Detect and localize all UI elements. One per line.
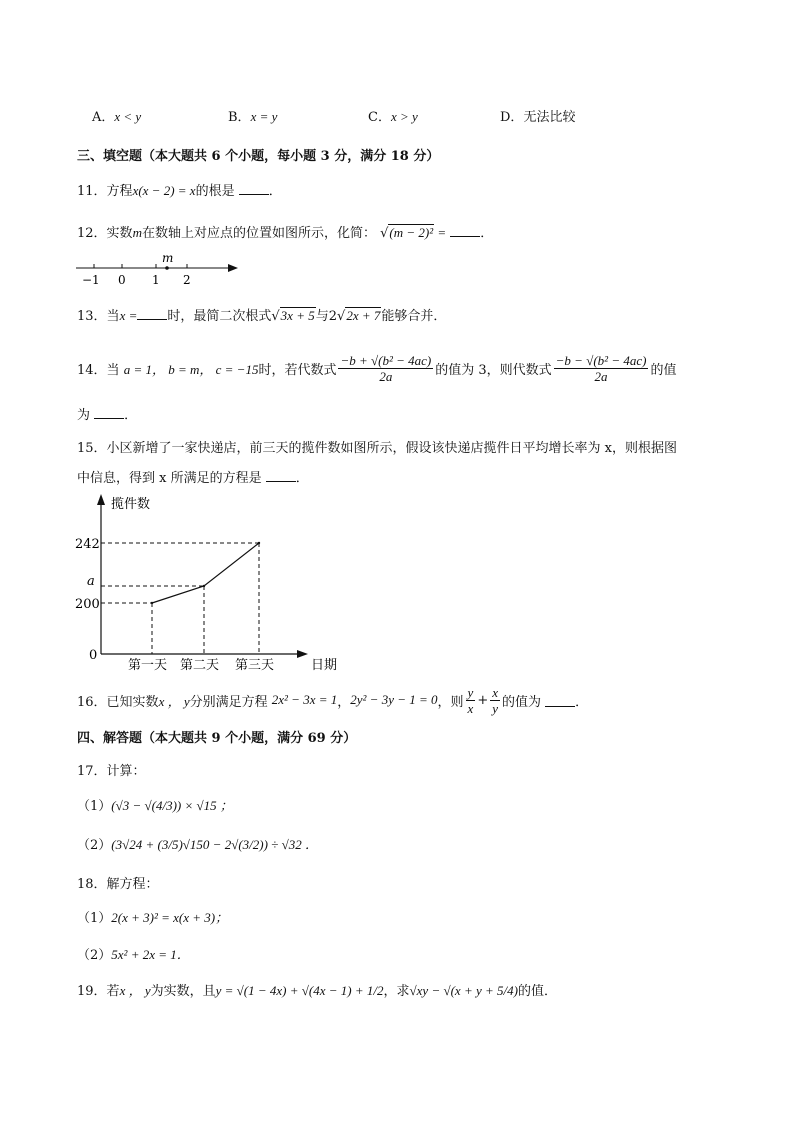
question-17: 17．计算：: [77, 764, 146, 779]
question-15-line2: 中信息，得到 x 所满足的方程是 ．: [77, 471, 309, 486]
origin-label: 0: [89, 648, 98, 663]
question-16: 16． 已知实数 x ， y 分别满足方程 2x² − 3x = 1 ， 2y² − 3y − 1 = 0 ，则 $\frac{y}{x}$ + $\frac{x}{y}$ 的值为 ．: [77, 684, 589, 716]
answer-blank: [137, 307, 167, 320]
point-m: [165, 266, 169, 270]
x-tick-label: 第二天: [180, 658, 220, 673]
answer-blank: [94, 406, 124, 419]
question-18: 18．解方程：: [77, 877, 159, 892]
y-tick-label: 242: [75, 537, 100, 552]
arrow-icon: [228, 264, 238, 272]
question-14-line2: 为 ．: [77, 408, 138, 423]
tick-label: 0: [118, 273, 126, 287]
tick-label: 2: [183, 273, 191, 287]
answer-blank: [266, 469, 296, 482]
y-tick-label: a: [87, 574, 95, 589]
tick-label: −1: [82, 273, 100, 287]
question-18-part2: （2）5x² + 2x = 1．: [77, 947, 190, 963]
tick-label: 1: [152, 273, 160, 287]
q10-options: [92, 106, 712, 126]
x-tick-label: 第一天: [128, 658, 168, 673]
question-17-part2: （2）(3√24 + (3/5)√150 − 2√(3/2)) ÷ √32 ．: [77, 837, 318, 853]
question-14: 14． 当 a = 1， b = m， c = −15 时，若代数式 $\frac{\text{−b + √(b² − 4ac)}}{2a}$ 的值为 3，则代数式 $\frac{\text{−b − √(b² − 4ac)}}{2a}$ 的值: [77, 352, 677, 384]
fraction-root-minus: $\frac{\text{−b − √(b² − 4ac)}}{2a}$: [555, 352, 647, 384]
answer-blank: [450, 224, 480, 237]
question-17-part1: （1）(√3 − √(4/3)) × √15 ；: [77, 798, 233, 814]
option-d: D．无法比较: [500, 110, 576, 125]
question-19: 19．若x ， y为实数，且y = √(1 − 4x) + √(4x − 1) + 1/2，求√xy − √(x + y + 5/4)的值．: [77, 983, 557, 999]
answer-blank: [239, 182, 269, 195]
x-axis-label: 日期: [311, 658, 338, 673]
question-15: 15．小区新增了一家快递店，前三天的揽件数如图所示，假设该快递店揽件日平均增长率为 x，则根据图: [77, 441, 678, 456]
option-c: C．x > y: [368, 109, 418, 125]
fraction-root-plus: $\frac{\text{−b + √(b² − 4ac)}}{2a}$: [340, 352, 432, 384]
question-11: 11．方程x(x − 2) = x的根是 ．: [77, 183, 282, 199]
x-tick-label: 第三天: [235, 658, 275, 673]
fraction-y-over-x: $\frac{y}{x}$: [467, 684, 474, 716]
point-m-label: m: [162, 252, 174, 265]
express-chart: [72, 492, 362, 677]
data-point: [151, 602, 153, 604]
section3-header: 三、填空题（本大题共 6 个小题，每小题 3 分，满分 18 分）: [77, 149, 440, 164]
y-tick-label: 200: [75, 597, 100, 612]
sqrt-expr: √(m − 2)²: [380, 225, 434, 241]
x-axis-arrow-icon: [297, 650, 308, 658]
fraction-x-over-y: $\frac{x}{y}$: [492, 684, 499, 716]
option-a: A．x < y: [92, 109, 142, 125]
data-point: [203, 585, 205, 587]
data-point: [258, 542, 260, 544]
section4-header: 四、解答题（本大题共 9 个小题，满分 69 分）: [77, 731, 357, 746]
question-12: 12．实数m在数轴上对应点的位置如图所示，化简： √(m − 2)² = ．: [77, 225, 494, 241]
y-axis-arrow-icon: [97, 494, 105, 505]
series-line: [152, 543, 259, 603]
question-18-part1: （1）2(x + 3)² = x(x + 3)；: [77, 910, 229, 926]
y-axis-label: 揽件数: [111, 497, 151, 512]
question-13: 13．当x = 时，最简二次根式√3x + 5与2√2x + 7能够合并．: [77, 308, 447, 324]
number-line: [74, 252, 244, 288]
option-b: B．x = y: [228, 109, 278, 125]
answer-blank: [545, 694, 575, 707]
